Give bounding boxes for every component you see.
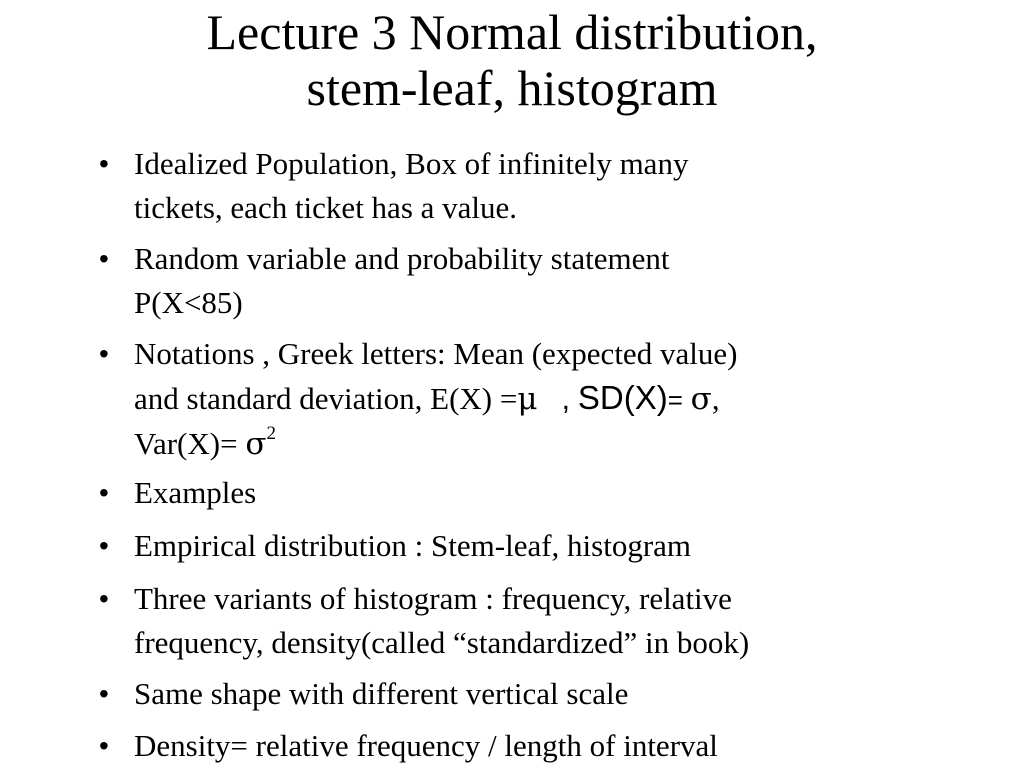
bullet-line: Same shape with different vertical scale <box>134 676 629 711</box>
bullet-line: frequency, density(called “standardized” in book) <box>134 625 750 660</box>
bullet-line: Density= relative frequency / length of interval <box>134 728 718 763</box>
exponent: 2 <box>266 422 276 444</box>
sigma-symbol: σ <box>690 381 712 417</box>
bullet-dot: • <box>99 530 109 561</box>
bullet-dot: • <box>99 730 109 761</box>
sd-label: SD(X) <box>577 379 668 416</box>
bullet-dot: • <box>99 678 109 709</box>
bullet-text <box>134 471 954 515</box>
bullet-text <box>134 577 954 665</box>
bullet-line: Empirical distribution : Stem-leaf, histogram <box>134 528 692 563</box>
bullet-line: Examples <box>134 475 257 510</box>
bullet-dot: • <box>99 583 109 614</box>
comma: , <box>711 381 720 416</box>
bullet-line: tickets, each ticket has a value. <box>134 190 518 225</box>
bullet-line: Random variable and probability statement <box>134 241 670 276</box>
bullet-line <box>134 422 954 466</box>
title-line-1: Lecture 3 Normal distribution, <box>206 4 818 60</box>
var-prefix: Var(X)= <box>134 426 238 461</box>
notation-prefix: and standard deviation, E(X) = <box>134 381 518 416</box>
title-line-2: stem-leaf, histogram <box>306 60 718 116</box>
bullet-dot: • <box>99 338 109 369</box>
bullet-text <box>134 332 954 466</box>
mu-symbol: μ <box>517 381 538 417</box>
bullet-line: Notations , Greek letters: Mean (expected value) <box>134 336 738 371</box>
bullet-line: Idealized Population, Box of infinitely many <box>134 146 689 181</box>
sigma-symbol: σ <box>245 426 267 462</box>
bullet-text <box>134 672 954 716</box>
comma: , <box>561 381 571 416</box>
bullet-line: P(X<85) <box>134 285 243 320</box>
bullet-line <box>134 376 954 422</box>
bullet-dot: • <box>99 243 109 274</box>
slide-title <box>0 4 1024 116</box>
bullet-dot: • <box>99 477 109 508</box>
sd-equals: = <box>667 385 683 415</box>
bullet-text <box>134 524 954 568</box>
bullet-text <box>134 724 954 768</box>
bullet-text <box>134 237 954 325</box>
bullet-line: Three variants of histogram : frequency, relative <box>134 581 732 616</box>
bullet-dot: • <box>99 148 109 179</box>
bullet-text <box>134 142 954 230</box>
